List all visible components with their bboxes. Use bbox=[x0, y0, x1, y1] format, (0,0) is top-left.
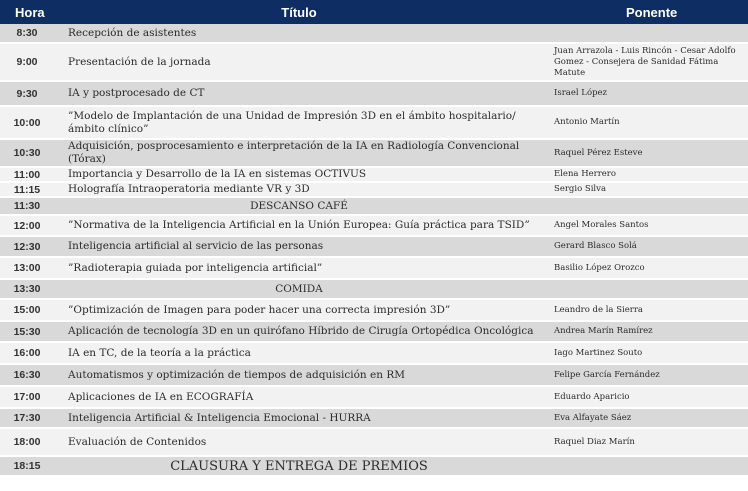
row-titulo: Aplicaciones de IA en ECOGRAFÍA bbox=[54, 386, 544, 408]
row-hora: 10:00 bbox=[0, 106, 54, 139]
row-hora: 13:30 bbox=[0, 279, 54, 299]
row-ponente: Eduardo Aparicio bbox=[544, 386, 748, 408]
row-ponente: Felipe García Fernández bbox=[544, 364, 748, 386]
row-titulo: Evaluación de Contenidos bbox=[54, 428, 544, 456]
table-row bbox=[0, 279, 748, 299]
row-hora: 12:00 bbox=[0, 215, 54, 236]
row-hora: 16:30 bbox=[0, 364, 54, 386]
table-row bbox=[0, 139, 748, 167]
table-row bbox=[0, 81, 748, 106]
table-row bbox=[0, 342, 748, 364]
table-row bbox=[0, 321, 748, 342]
row-hora: 18:15 bbox=[0, 456, 54, 476]
table-row bbox=[0, 428, 748, 456]
row-ponente: Elena Herrero bbox=[544, 167, 748, 182]
row-ponente: Sergio Silva bbox=[544, 182, 748, 197]
row-titulo: ”Optimización de Imagen para poder hacer una correcta impresión 3D” bbox=[54, 299, 544, 321]
row-hora: 17:30 bbox=[0, 408, 54, 428]
row-titulo: Recepción de asistentes bbox=[54, 24, 544, 43]
row-hora: 18:00 bbox=[0, 428, 54, 456]
row-ponente bbox=[544, 456, 748, 476]
row-titulo: Holografía Intraoperatoria mediante VR y 3D bbox=[54, 182, 544, 197]
row-hora: 11:00 bbox=[0, 167, 54, 182]
row-titulo: ”Normativa de la Inteligencia Artificial en la Unión Europea: Guía práctica para TSID” bbox=[54, 215, 544, 236]
row-titulo: ”Radioterapia guiada por inteligencia artificial” bbox=[54, 257, 544, 279]
row-hora: 16:00 bbox=[0, 342, 54, 364]
row-ponente bbox=[544, 24, 748, 43]
row-ponente: Andrea Marín Ramírez bbox=[544, 321, 748, 342]
row-ponente: Iago Martinez Souto bbox=[544, 342, 748, 364]
table-row bbox=[0, 197, 748, 215]
table-row bbox=[0, 364, 748, 386]
row-ponente: Juan Arrazola - Luis Rincón - Cesar Adolfo Gomez - Consejera de Sanidad Fátima Matute bbox=[544, 43, 748, 81]
table-row bbox=[0, 386, 748, 408]
header-hora: Hora bbox=[0, 0, 54, 24]
row-ponente: Antonio Martín bbox=[544, 106, 748, 139]
table-row bbox=[0, 182, 748, 197]
row-titulo: IA y postprocesado de CT bbox=[54, 81, 544, 106]
row-ponente: Basilio López Orozco bbox=[544, 257, 748, 279]
row-hora: 17:00 bbox=[0, 386, 54, 408]
row-hora: 13:00 bbox=[0, 257, 54, 279]
row-ponente: Raquel Pérez Esteve bbox=[544, 139, 748, 167]
row-titulo: Inteligencia Artificial & Inteligencia Emocional - HURRA bbox=[54, 408, 544, 428]
row-hora: 10:30 bbox=[0, 139, 54, 167]
row-hora: 15:30 bbox=[0, 321, 54, 342]
row-ponente: Israel López bbox=[544, 81, 748, 106]
row-titulo: COMIDA bbox=[54, 279, 544, 299]
row-hora: 11:30 bbox=[0, 197, 54, 215]
row-titulo: Importancia y Desarrollo de la IA en sistemas OCTIVUS bbox=[54, 167, 544, 182]
row-ponente bbox=[544, 197, 748, 215]
table-row bbox=[0, 408, 748, 428]
table-row bbox=[0, 106, 748, 139]
row-hora: 15:00 bbox=[0, 299, 54, 321]
header-titulo: Título bbox=[54, 0, 544, 24]
row-titulo: DESCANSO CAFÉ bbox=[54, 197, 544, 215]
row-hora: 12:30 bbox=[0, 236, 54, 257]
table-row bbox=[0, 167, 748, 182]
table-row bbox=[0, 24, 748, 43]
row-titulo: Presentación de la jornada bbox=[54, 43, 544, 81]
table-row bbox=[0, 299, 748, 321]
table-row bbox=[0, 215, 748, 236]
row-ponente: Angel Morales Santos bbox=[544, 215, 748, 236]
row-hora: 9:00 bbox=[0, 43, 54, 81]
table-row bbox=[0, 456, 748, 476]
table-row bbox=[0, 236, 748, 257]
row-hora: 8:30 bbox=[0, 24, 54, 43]
header-ponente: Ponente bbox=[544, 0, 748, 24]
row-titulo: ”Modelo de Implantación de una Unidad de Impresión 3D en el ámbito hospitalario/ámbito clínico” bbox=[54, 106, 544, 139]
row-titulo: Automatismos y optimización de tiempos de adquisición en RM bbox=[54, 364, 544, 386]
row-hora: 11:15 bbox=[0, 182, 54, 197]
row-ponente: Leandro de la Sierra bbox=[544, 299, 748, 321]
row-hora: 9:30 bbox=[0, 81, 54, 106]
table-row bbox=[0, 43, 748, 81]
row-ponente: Gerard Blasco Solá bbox=[544, 236, 748, 257]
row-ponente: Raquel Diaz Marín bbox=[544, 428, 748, 456]
row-titulo: Aplicación de tecnología 3D en un quirófano Híbrido de Cirugía Ortopédica Oncológica bbox=[54, 321, 544, 342]
table-row bbox=[0, 257, 748, 279]
row-titulo: Inteligencia artificial al servicio de las personas bbox=[54, 236, 544, 257]
row-ponente bbox=[544, 279, 748, 299]
row-titulo: IA en TC, de la teoría a la práctica bbox=[54, 342, 544, 364]
row-ponente: Eva Alfayate Sáez bbox=[544, 408, 748, 428]
row-titulo: CLAUSURA Y ENTREGA DE PREMIOS bbox=[54, 456, 544, 476]
header-row bbox=[0, 0, 748, 24]
row-titulo: Adquisición, posprocesamiento e interpretación de la IA en Radiología Convencional (Tórax) bbox=[54, 139, 544, 167]
